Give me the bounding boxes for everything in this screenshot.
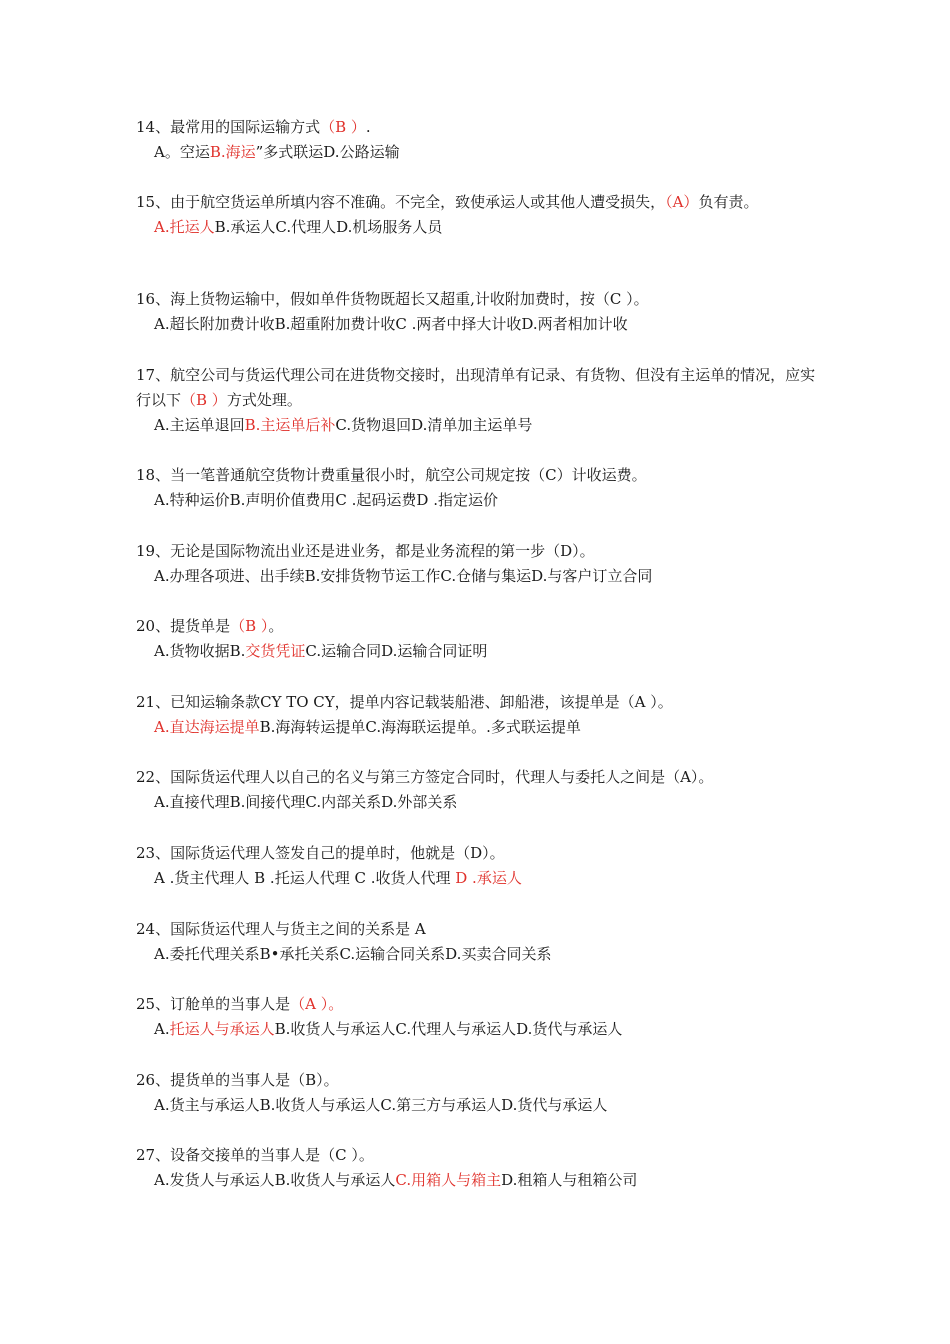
option-text: B.承运人C.代理人D.机场服务人员 bbox=[214, 218, 443, 236]
stem-text: 16、海上货物运输中，假如单件货物既超长又超重,计收附加费时，按（C ）。 bbox=[136, 290, 649, 308]
stem-text: 20、提货单是 bbox=[136, 617, 231, 635]
question-22 bbox=[136, 765, 826, 815]
question-25 bbox=[136, 992, 826, 1042]
question-26 bbox=[136, 1068, 826, 1118]
question-stem bbox=[136, 463, 826, 488]
stem-text: 19、无论是国际物流出业还是进业务，都是业务流程的第一步（D）。 bbox=[136, 542, 595, 560]
option-text: B.海海转运提单C.海海联运提单。.多式联运提单 bbox=[259, 718, 581, 736]
stem-text: . bbox=[365, 118, 371, 136]
question-options bbox=[136, 413, 826, 438]
answer-highlight: （B ） bbox=[181, 391, 227, 409]
question-24 bbox=[136, 917, 826, 967]
option-text: C.货物退回D.清单加主运单号 bbox=[335, 416, 533, 434]
question-stem bbox=[136, 690, 826, 715]
question-options bbox=[136, 1168, 826, 1193]
question-options bbox=[136, 1093, 826, 1118]
option-text: A.主运单退回 bbox=[154, 416, 245, 434]
question-options bbox=[136, 564, 826, 589]
answer-highlight: A.直达海运提单 bbox=[154, 718, 260, 736]
option-text: A.办理各项进、出手续B.安排货物节运工作C.仓储与集运D.与客户订立合同 bbox=[154, 567, 653, 585]
stem-text: 14、最常用的国际运输方式 bbox=[136, 118, 321, 136]
answer-highlight: B.海运 bbox=[209, 143, 256, 161]
stem-text: 23、国际货运代理人签发自己的提单时，他就是（D）。 bbox=[136, 844, 505, 862]
question-20 bbox=[136, 614, 826, 664]
option-text: A。空运 bbox=[154, 143, 210, 161]
question-options bbox=[136, 942, 826, 967]
question-21 bbox=[136, 690, 826, 740]
question-14 bbox=[136, 115, 826, 165]
question-stem bbox=[136, 614, 826, 639]
answer-highlight: B.主运单后补 bbox=[244, 416, 336, 434]
question-stem bbox=[136, 363, 826, 413]
option-text: A.发货人与承运人B.收货人与承运人 bbox=[154, 1171, 396, 1189]
stem-text: 25、订舱单的当事人是 bbox=[136, 995, 291, 1013]
option-text: A.超长附加费计收B.超重附加费计收C .两者中择大计收D.两者相加计收 bbox=[154, 315, 628, 333]
stem-text: 24、国际货运代理人与货主之间的关系是 A bbox=[136, 920, 426, 938]
question-stem bbox=[136, 190, 826, 215]
answer-highlight: 托运人与承运人 bbox=[169, 1020, 275, 1038]
question-options bbox=[136, 1017, 826, 1042]
question-options bbox=[136, 715, 826, 740]
question-15 bbox=[136, 190, 826, 240]
question-stem bbox=[136, 1143, 826, 1168]
question-17 bbox=[136, 363, 826, 438]
stem-text: 15、由于航空货运单所填内容不准确。不完全，致使承运人或其他人遭受损失， bbox=[136, 193, 666, 211]
option-text: A.直接代理B.间接代理C.内部关系D.外部关系 bbox=[154, 793, 458, 811]
question-stem bbox=[136, 992, 826, 1017]
question-options bbox=[136, 312, 826, 337]
option-text: A.货主与承运人B.收货人与承运人C.第三方与承运人D.货代与承运人 bbox=[154, 1096, 608, 1114]
stem-text: 18、当一笔普通航空货物计费重量很小时，航空公司规定按（C）计收运费。 bbox=[136, 466, 647, 484]
question-options bbox=[136, 488, 826, 513]
stem-text: 21、已知运输条款CY TO CY，提单内容记载装船港、卸船港，该提单是（A ）。 bbox=[136, 693, 673, 711]
stem-text: 负有责。 bbox=[698, 193, 759, 211]
option-text: A.委托代理关系B•承托关系C.运输合同关系D.买卖合同关系 bbox=[154, 945, 552, 963]
question-stem bbox=[136, 917, 826, 942]
answer-highlight: D .承运人 bbox=[455, 869, 522, 887]
option-text: C.运输合同D.运输合同证明 bbox=[305, 642, 488, 660]
answer-highlight: （B ） bbox=[320, 118, 366, 136]
stem-text: 22、国际货运代理人以自己的名义与第三方签定合同时，代理人与委托人之间是（A）。 bbox=[136, 768, 714, 786]
answer-highlight: 交货凭证 bbox=[245, 642, 306, 660]
option-text: B.收货人与承运人C.代理人与承运人D.货代与承运人 bbox=[274, 1020, 623, 1038]
question-options bbox=[136, 866, 826, 891]
question-stem bbox=[136, 841, 826, 866]
question-27 bbox=[136, 1143, 826, 1193]
answer-highlight: A.托运人 bbox=[154, 218, 215, 236]
question-18 bbox=[136, 463, 826, 513]
answer-highlight: （B ） bbox=[230, 617, 269, 635]
answer-highlight: C.用箱人与箱主 bbox=[395, 1171, 502, 1189]
question-stem bbox=[136, 539, 826, 564]
question-stem bbox=[136, 115, 826, 140]
stem-text: 27、设备交接单的当事人是（C ）。 bbox=[136, 1146, 374, 1164]
option-text: A.货物收据B. bbox=[154, 642, 246, 660]
question-19 bbox=[136, 539, 826, 589]
option-text: A .货主代理人 B .托运人代理 C .收货人代理 bbox=[154, 869, 456, 887]
question-16 bbox=[136, 287, 826, 337]
question-stem bbox=[136, 1068, 826, 1093]
option-text: A.特种运价B.声明价值费用C .起码运费D .指定运价 bbox=[154, 491, 498, 509]
question-options bbox=[136, 790, 826, 815]
question-options bbox=[136, 639, 826, 664]
stem-text: 26、提货单的当事人是（B）。 bbox=[136, 1071, 339, 1089]
question-stem bbox=[136, 287, 826, 312]
stem-text: 17、航空公司与货运代理公司在进货物交接时，出现清单有记录、有货物、但没有主运单的情况，应实行以下 bbox=[136, 366, 816, 409]
question-options bbox=[136, 140, 826, 165]
option-text: A. bbox=[154, 1020, 170, 1038]
answer-highlight: （A） bbox=[665, 193, 699, 211]
option-text: ”多式联运D.公路运输 bbox=[255, 143, 400, 161]
answer-highlight: （A ）。 bbox=[290, 995, 344, 1013]
option-text: D.租箱人与租箱公司 bbox=[501, 1171, 638, 1189]
stem-text: 。 bbox=[268, 617, 284, 635]
stem-text: 方式处理。 bbox=[226, 391, 302, 409]
question-23 bbox=[136, 841, 826, 891]
question-options bbox=[136, 215, 826, 240]
question-stem bbox=[136, 765, 826, 790]
